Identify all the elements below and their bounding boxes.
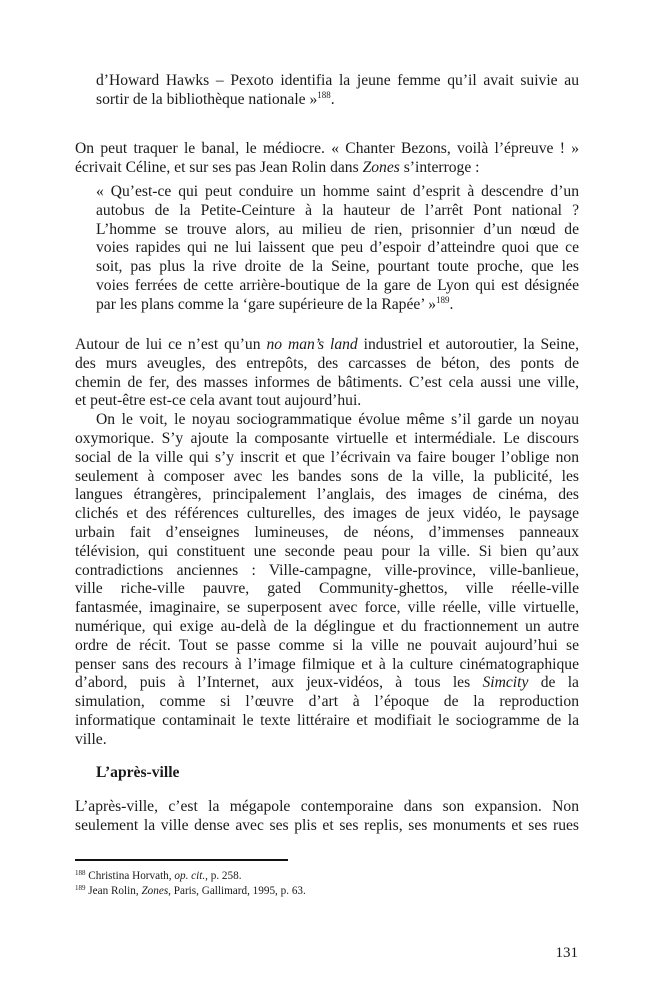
text-line [75, 468, 579, 487]
text-segment: des murs aveugles, des entrepôts, des carcasses de béton, des ponts de [75, 354, 579, 372]
footnote-number: 188 [75, 869, 86, 877]
footnote-italic: op. cit. [174, 870, 206, 882]
text-line [96, 277, 579, 296]
text-line [75, 817, 579, 836]
footnote-text: Christina Horvath, [88, 870, 175, 882]
text-line [75, 505, 579, 524]
text-line [75, 731, 579, 750]
text-segment: numérique, qui exige au-delà de la déglingue et du fractionnement un autre [75, 617, 579, 635]
text-line [96, 221, 579, 240]
text-line [75, 430, 579, 449]
text-line [75, 580, 579, 599]
block-quote-rolin [96, 183, 579, 315]
text-segment: langues étrangères, principalement l’anglais, des images de cinéma, des [75, 486, 579, 504]
text-line [96, 202, 579, 221]
text-line [96, 239, 579, 258]
footnotes [75, 869, 306, 899]
text-line [75, 712, 579, 731]
text-line [75, 599, 579, 618]
text-segment: autobus de la Petite-Ceinture à la hauteur de l’arrêt Pont national ? [96, 201, 579, 219]
text-segment: ville riche-ville pauvre, gated Community-ghettos, ville réelle-ville [75, 580, 579, 598]
page-number: 131 [555, 945, 578, 961]
text-segment: L’après-ville, c’est la mégapole contemporaine dans son expansion. Non [75, 798, 579, 815]
text-line [96, 183, 579, 202]
text-segment: informatique contaminait le texte littéraire et modifiait le sociogramme de la [75, 711, 579, 729]
text-segment: et peut-être est-ce cela avant tout aujourd’hui. [75, 392, 362, 410]
footnote-reference: 189 [436, 294, 450, 305]
text-segment: d’Howard Hawks – Pexoto identifia la jeune femme qu’il avait suivie au [96, 72, 579, 89]
italic-text: no man’s land [266, 336, 358, 353]
text-line [75, 486, 579, 505]
footnote-189 [75, 884, 306, 899]
text-line [75, 674, 579, 693]
text-segment: L’homme se trouve alors, au milieu de rien, prisonnier d’un nœud de [96, 220, 579, 238]
text-segment: de la [528, 674, 579, 692]
italic-text: Zones [362, 158, 400, 176]
text-line [75, 543, 579, 562]
text-segment: soit, pas plus la rive droite de la Seine, pourtant toute proche, que les [96, 258, 579, 276]
text-line [96, 91, 579, 110]
text-line [75, 656, 579, 675]
text-segment: écrivait Céline, et sur ses pas Jean Rolin dans [75, 158, 363, 176]
section-heading: L’après-ville [96, 764, 180, 781]
text-segment: chemin de fer, des masses informes de bâtiments. C’est cela aussi une ville, [75, 373, 579, 391]
text-line [75, 693, 579, 712]
text-line [75, 618, 579, 637]
text-line [75, 637, 579, 656]
text-segment: télévision, qui constituent une seconde peau pour la ville. Si bien qu’aux [75, 542, 579, 560]
text-segment: voies rapides qui ne lui laissent que peu d’espoir d’atteindre quoi que ce [96, 239, 579, 257]
text-line [75, 562, 579, 581]
footnote-188 [75, 869, 306, 884]
text-line [96, 296, 579, 315]
text-segment: . [449, 295, 454, 313]
text-segment: ville. [75, 730, 107, 748]
text-segment: seulement la ville dense avec ses plis et ses replis, ses monuments et ses rues [75, 816, 579, 834]
footnote-text: , Paris, Gallimard, 1995, p. 63. [168, 885, 306, 897]
footnote-text: , p. 258. [205, 870, 242, 882]
text-segment: On peut traquer le banal, le médiocre. « Chanter Bezons, voilà l’épreuve ! » [75, 140, 579, 157]
text-segment: « Qu’est-ce qui peut conduire un homme saint d’esprit à descendre d’un [96, 183, 579, 200]
text-line [75, 449, 579, 468]
italic-text: Simcity [482, 674, 529, 692]
text-segment: On le voit, le noyau sociogrammatique évolue même s’il garde un noyau [96, 411, 579, 429]
text-segment: simulation, comme si l’œuvre d’art à l’époque de la reproduction [75, 693, 579, 711]
footnote-text: Jean Rolin, [88, 885, 142, 897]
text-line [96, 72, 579, 91]
footnote-rule [75, 859, 288, 861]
text-line [75, 159, 579, 178]
text-line [75, 524, 579, 543]
text-line [75, 140, 579, 159]
text-line [96, 258, 579, 277]
footnote-reference: 188 [317, 89, 331, 100]
text-line [75, 355, 579, 374]
text-segment: social de la ville qui s’y inscrit et que l’écrivain va faire bouger l’oblige non [75, 448, 579, 466]
text-line [75, 798, 579, 817]
text-segment: par les plans comme la ‘gare supérieure de la Rapée’ » [96, 295, 437, 313]
paragraph-banal [75, 140, 579, 178]
text-segment: industriel et autoroutier, la Seine, [357, 336, 579, 353]
paragraph-apres-ville [75, 798, 579, 836]
text-segment: contradictions anciennes : Ville-campagne, ville-province, ville-banlieue, [75, 561, 579, 579]
paragraph-autour [75, 336, 579, 750]
text-line [75, 411, 579, 430]
text-segment: seulement à composer avec les bandes sons de la ville, la publicité, les [75, 467, 579, 485]
footnote-number: 189 [75, 884, 86, 892]
text-segment: Autour de lui ce n’est qu’un [75, 336, 267, 353]
text-segment: voies ferrées de cette arrière-boutique de la gare de Lyon qui est désignée [96, 276, 579, 294]
text-segment: penser sans des recours à l’image filmique et à la culture cinématographique [75, 655, 579, 673]
text-line [75, 392, 579, 411]
text-segment: s’interroge : [399, 158, 480, 176]
text-segment: . [330, 90, 335, 108]
text-segment: d’abord, puis à l’Internet, aux jeux-vidéos, à tous les [75, 674, 483, 692]
footnote-italic: Zones [141, 885, 169, 897]
text-segment: urbain fait d’enseignes lumineuses, de néons, d’immenses panneaux [75, 523, 579, 541]
text-segment: ordre de récit. Tout se passe comme si la ville ne pouvait aujourd’hui se [75, 636, 579, 654]
text-line [75, 374, 579, 393]
text-segment: fantasmée, imaginaire, se superposent avec force, ville réelle, ville virtuelle, [75, 599, 579, 617]
text-segment: clichés et des références culturelles, des images de jeux vidéo, le paysage [75, 505, 579, 523]
text-segment: sortir de la bibliothèque nationale » [96, 90, 318, 108]
text-line [75, 336, 579, 355]
quote-continuation [96, 72, 579, 110]
text-segment: oxymorique. S’y ajoute la composante virtuelle et intermédiale. Le discours [75, 429, 579, 447]
